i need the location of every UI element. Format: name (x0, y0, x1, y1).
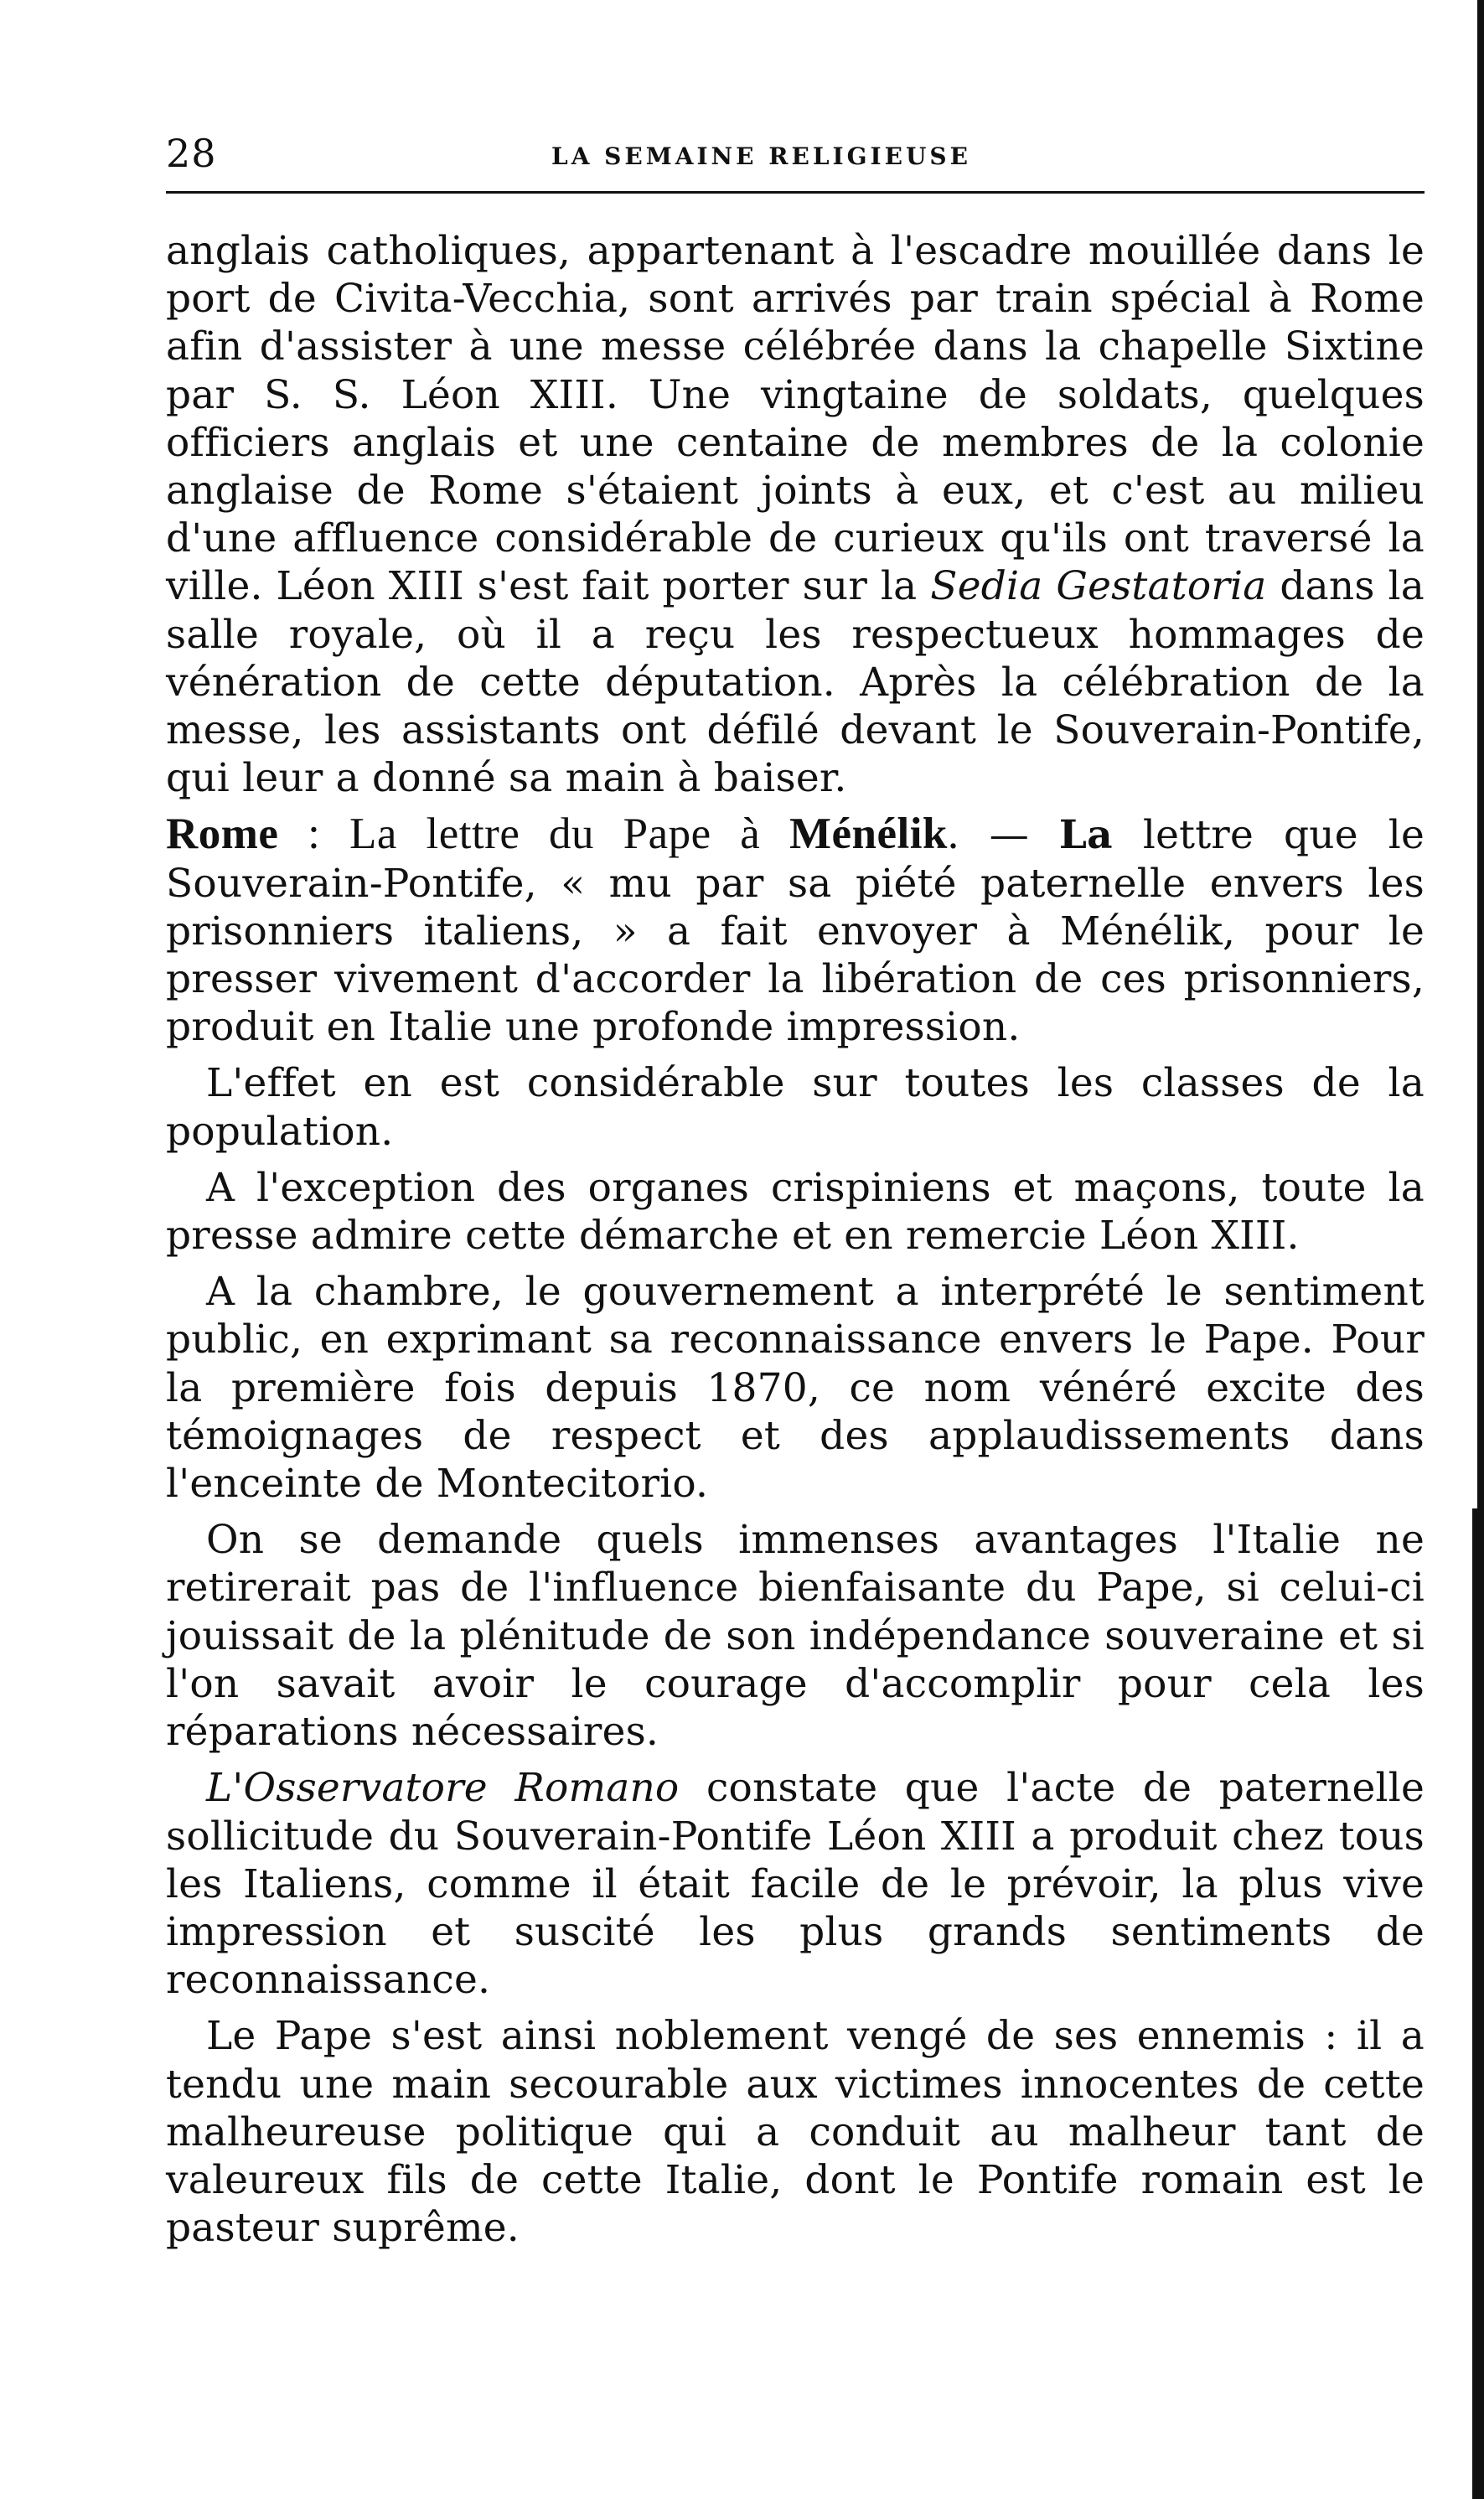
article-body (166, 227, 1425, 2252)
paragraph-8: Le Pape s'est ainsi noblement vengé de ses ennemis : il a tendu une main secourable aux victimes innocentes de cette malheureuse politique qui a conduit au malheur tant de valeureux fils de cette Italie, dont le Pontife romain est le pasteur suprême. (166, 2013, 1425, 2252)
paragraph-7-text: constate que l'acte de paternelle sollicitude du Souverain-Pontife Léon XIII a produit chez tous les Italiens, comme il était facile de le prévoir, la plus vive impression et suscité les plus grands sentiments de reconnaissance. (166, 1765, 1425, 2004)
osservatore-romano: L'Osservatore Romano (206, 1765, 680, 1812)
section-lead: La (1058, 812, 1113, 859)
paragraph-4: A l'exception des organes crispiniens et maçons, toute la presse admire cette démarche et en remercie Léon XIII. (166, 1164, 1425, 1260)
headline-title: La lettre du Pape à (349, 810, 789, 859)
paragraph-1-end: dans la salle royale, où il a reçu les respectueux hommages de vénération de cette députation. Après la célébration de la messe, les assistants ont défilé devant le Souverain-Pontife, qui leur a donné sa main à baiser. (166, 563, 1425, 802)
page (166, 126, 1425, 2260)
section-text: lettre que le Souverain-Pontife, « mu par sa piété paternelle envers les prisonniers italiens, » a fait envoyer à Ménélik, pour le presser vivement d'accorder la libération de ces prisonniers, produit en Italie une profonde impression. (166, 812, 1425, 1051)
headline-dash: — (959, 812, 1059, 859)
scan-edge-lower (1472, 1508, 1484, 2499)
section-headline (166, 810, 959, 858)
headline-place: Rome (166, 810, 279, 859)
paragraph-1 (166, 227, 1425, 802)
paragraph-1-start: anglais catholiques, appartenant à l'escadre mouillée dans le port de Civita-Vecchia, sont arrivés par train spécial à Rome afin d'assister à une messe célébrée dans la chapelle Sixtine par S. S. Léon XIII. Une vingtaine de soldats, quelques officiers anglais et une centaine de membres de la colonie anglaise de Rome s'étaient joints à eux, et c'est au milieu d'une affluence considérable de curieux qu'ils ont traversé la ville. Léon XIII s'est fait porter sur la (166, 228, 1425, 610)
header-rule (166, 191, 1425, 194)
headline-end: . (947, 810, 959, 859)
paragraph-6: On se demande quels immenses avantages l'Italie ne retirerait pas de l'influence bienfaisante du Pape, si celui-ci jouissait de la plénitude de son indépendance souveraine et si l'on savait avoir le courage d'accomplir pour cela les réparations nécessaires. (166, 1517, 1425, 1756)
sedia-gestatoria: Sedia Gestatoria (930, 563, 1267, 610)
page-number: 28 (166, 131, 217, 176)
section-paragraph (166, 810, 1425, 1051)
headline-name: Ménélik (789, 810, 948, 859)
page-header (166, 126, 1425, 184)
headline-colon: : (278, 810, 349, 859)
paragraph-3: L'effet en est considérable sur toutes les classes de la population. (166, 1060, 1425, 1155)
running-title: LA SEMAINE RELIGIEUSE (551, 142, 971, 170)
paragraph-5: A la chambre, le gouvernement a interprété le sentiment public, en exprimant sa reconnaissance envers le Pape. Pour la première fois depuis 1870, ce nom vénéré excite des témoignages de respect et des applaudissements dans l'enceinte de Montecitorio. (166, 1269, 1425, 1508)
paragraph-7 (166, 1764, 1425, 2004)
